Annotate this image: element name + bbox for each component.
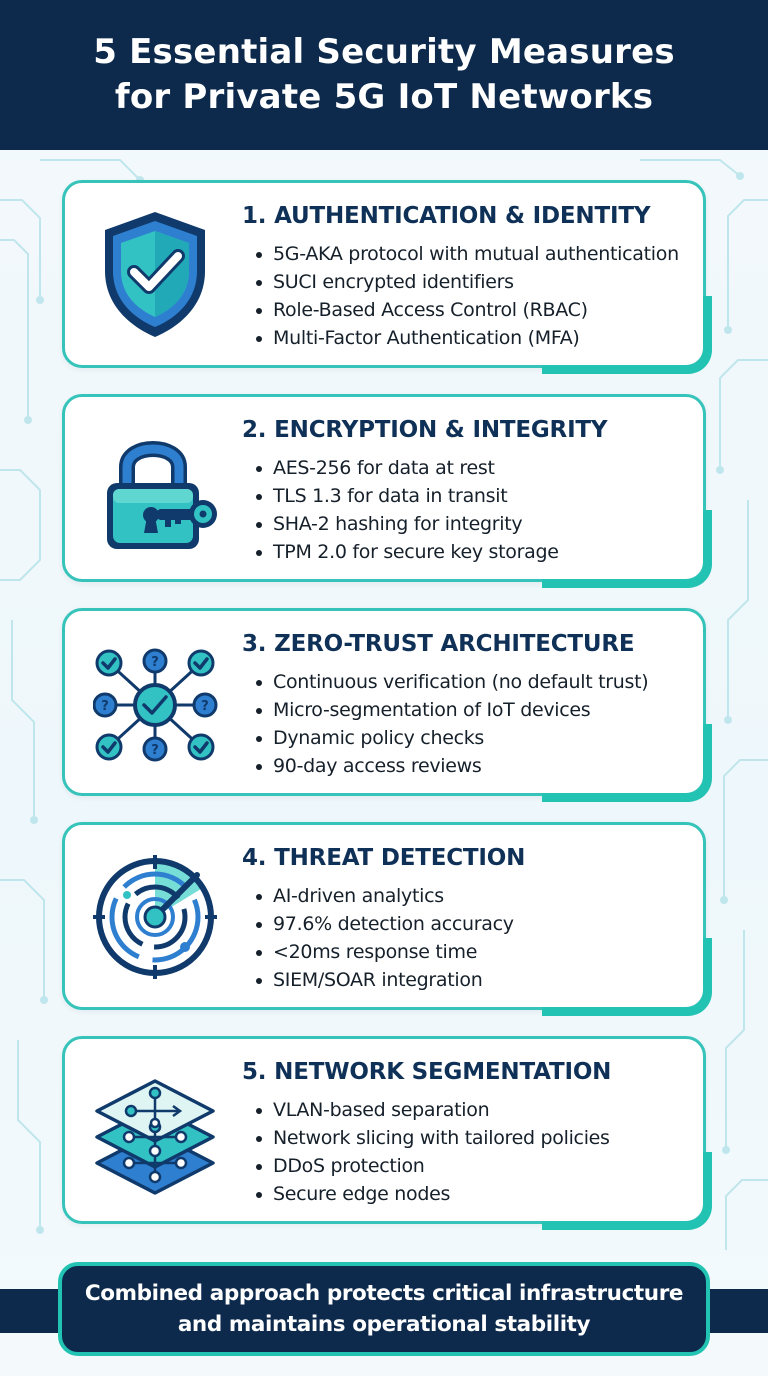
card-encryption-integrity <box>62 394 706 582</box>
layered-network-icon <box>93 1063 223 1198</box>
svg-text:?: ? <box>201 699 209 714</box>
feature-item: Network slicing with tailored policies <box>256 1124 610 1152</box>
card-authentication-identity <box>62 180 706 368</box>
feature-item: VLAN-based separation <box>256 1096 610 1124</box>
feature-list <box>256 668 648 780</box>
card-title: 4. THREAT DETECTION <box>242 845 526 871</box>
card-title: 1. AUTHENTICATION & IDENTITY <box>242 203 651 229</box>
feature-item: Micro-segmentation of IoT devices <box>256 696 648 724</box>
feature-item: TLS 1.3 for data in transit <box>256 482 559 510</box>
feature-list <box>256 454 559 566</box>
card-title: 5. NETWORK SEGMENTATION <box>242 1059 612 1085</box>
feature-item: Role-Based Access Control (RBAC) <box>256 296 679 324</box>
header-banner <box>0 0 768 150</box>
feature-list <box>256 882 514 994</box>
card-title: 3. ZERO-TRUST ARCHITECTURE <box>242 631 635 657</box>
feature-item: Continuous verification (no default trust) <box>256 668 648 696</box>
feature-item: 5G-AKA protocol with mutual authentication <box>256 240 679 268</box>
feature-item: 90-day access reviews <box>256 752 648 780</box>
feature-item: SHA-2 hashing for integrity <box>256 510 559 538</box>
card-threat-detection <box>62 822 706 1010</box>
card-zero-trust-architecture <box>62 608 706 796</box>
card-network-segmentation <box>62 1036 706 1224</box>
feature-item: 97.6% detection accuracy <box>256 910 514 938</box>
summary-line-2: and maintains operational stability <box>177 1312 591 1337</box>
card-title: 2. ENCRYPTION & INTEGRITY <box>242 417 608 443</box>
summary-banner <box>58 1262 710 1356</box>
feature-item: SIEM/SOAR integration <box>256 966 514 994</box>
feature-list <box>256 1096 610 1208</box>
svg-text:?: ? <box>151 743 159 758</box>
feature-item: <20ms response time <box>256 938 514 966</box>
feature-item: Secure edge nodes <box>256 1180 610 1208</box>
page-title-line-1: 5 Essential Security Measures <box>93 32 675 72</box>
page-title-line-2: for Private 5G IoT Networks <box>114 77 654 117</box>
card-accent <box>542 510 712 588</box>
feature-item: AES-256 for data at rest <box>256 454 559 482</box>
network-verification-icon <box>93 635 223 770</box>
svg-text:?: ? <box>151 655 159 670</box>
summary-line-1: Combined approach protects critical infrastructure <box>84 1281 684 1306</box>
feature-item: AI-driven analytics <box>256 882 514 910</box>
feature-item: TPM 2.0 for secure key storage <box>256 538 559 566</box>
feature-item: DDoS protection <box>256 1152 610 1180</box>
feature-item: Dynamic policy checks <box>256 724 648 752</box>
feature-list <box>256 240 679 352</box>
card-accent <box>542 938 712 1016</box>
feature-item: Multi-Factor Authentication (MFA) <box>256 324 679 352</box>
padlock-key-icon <box>93 421 223 556</box>
svg-text:?: ? <box>101 699 109 714</box>
feature-item: SUCI encrypted identifiers <box>256 268 679 296</box>
shield-check-icon <box>93 207 223 342</box>
radar-icon <box>93 849 223 984</box>
